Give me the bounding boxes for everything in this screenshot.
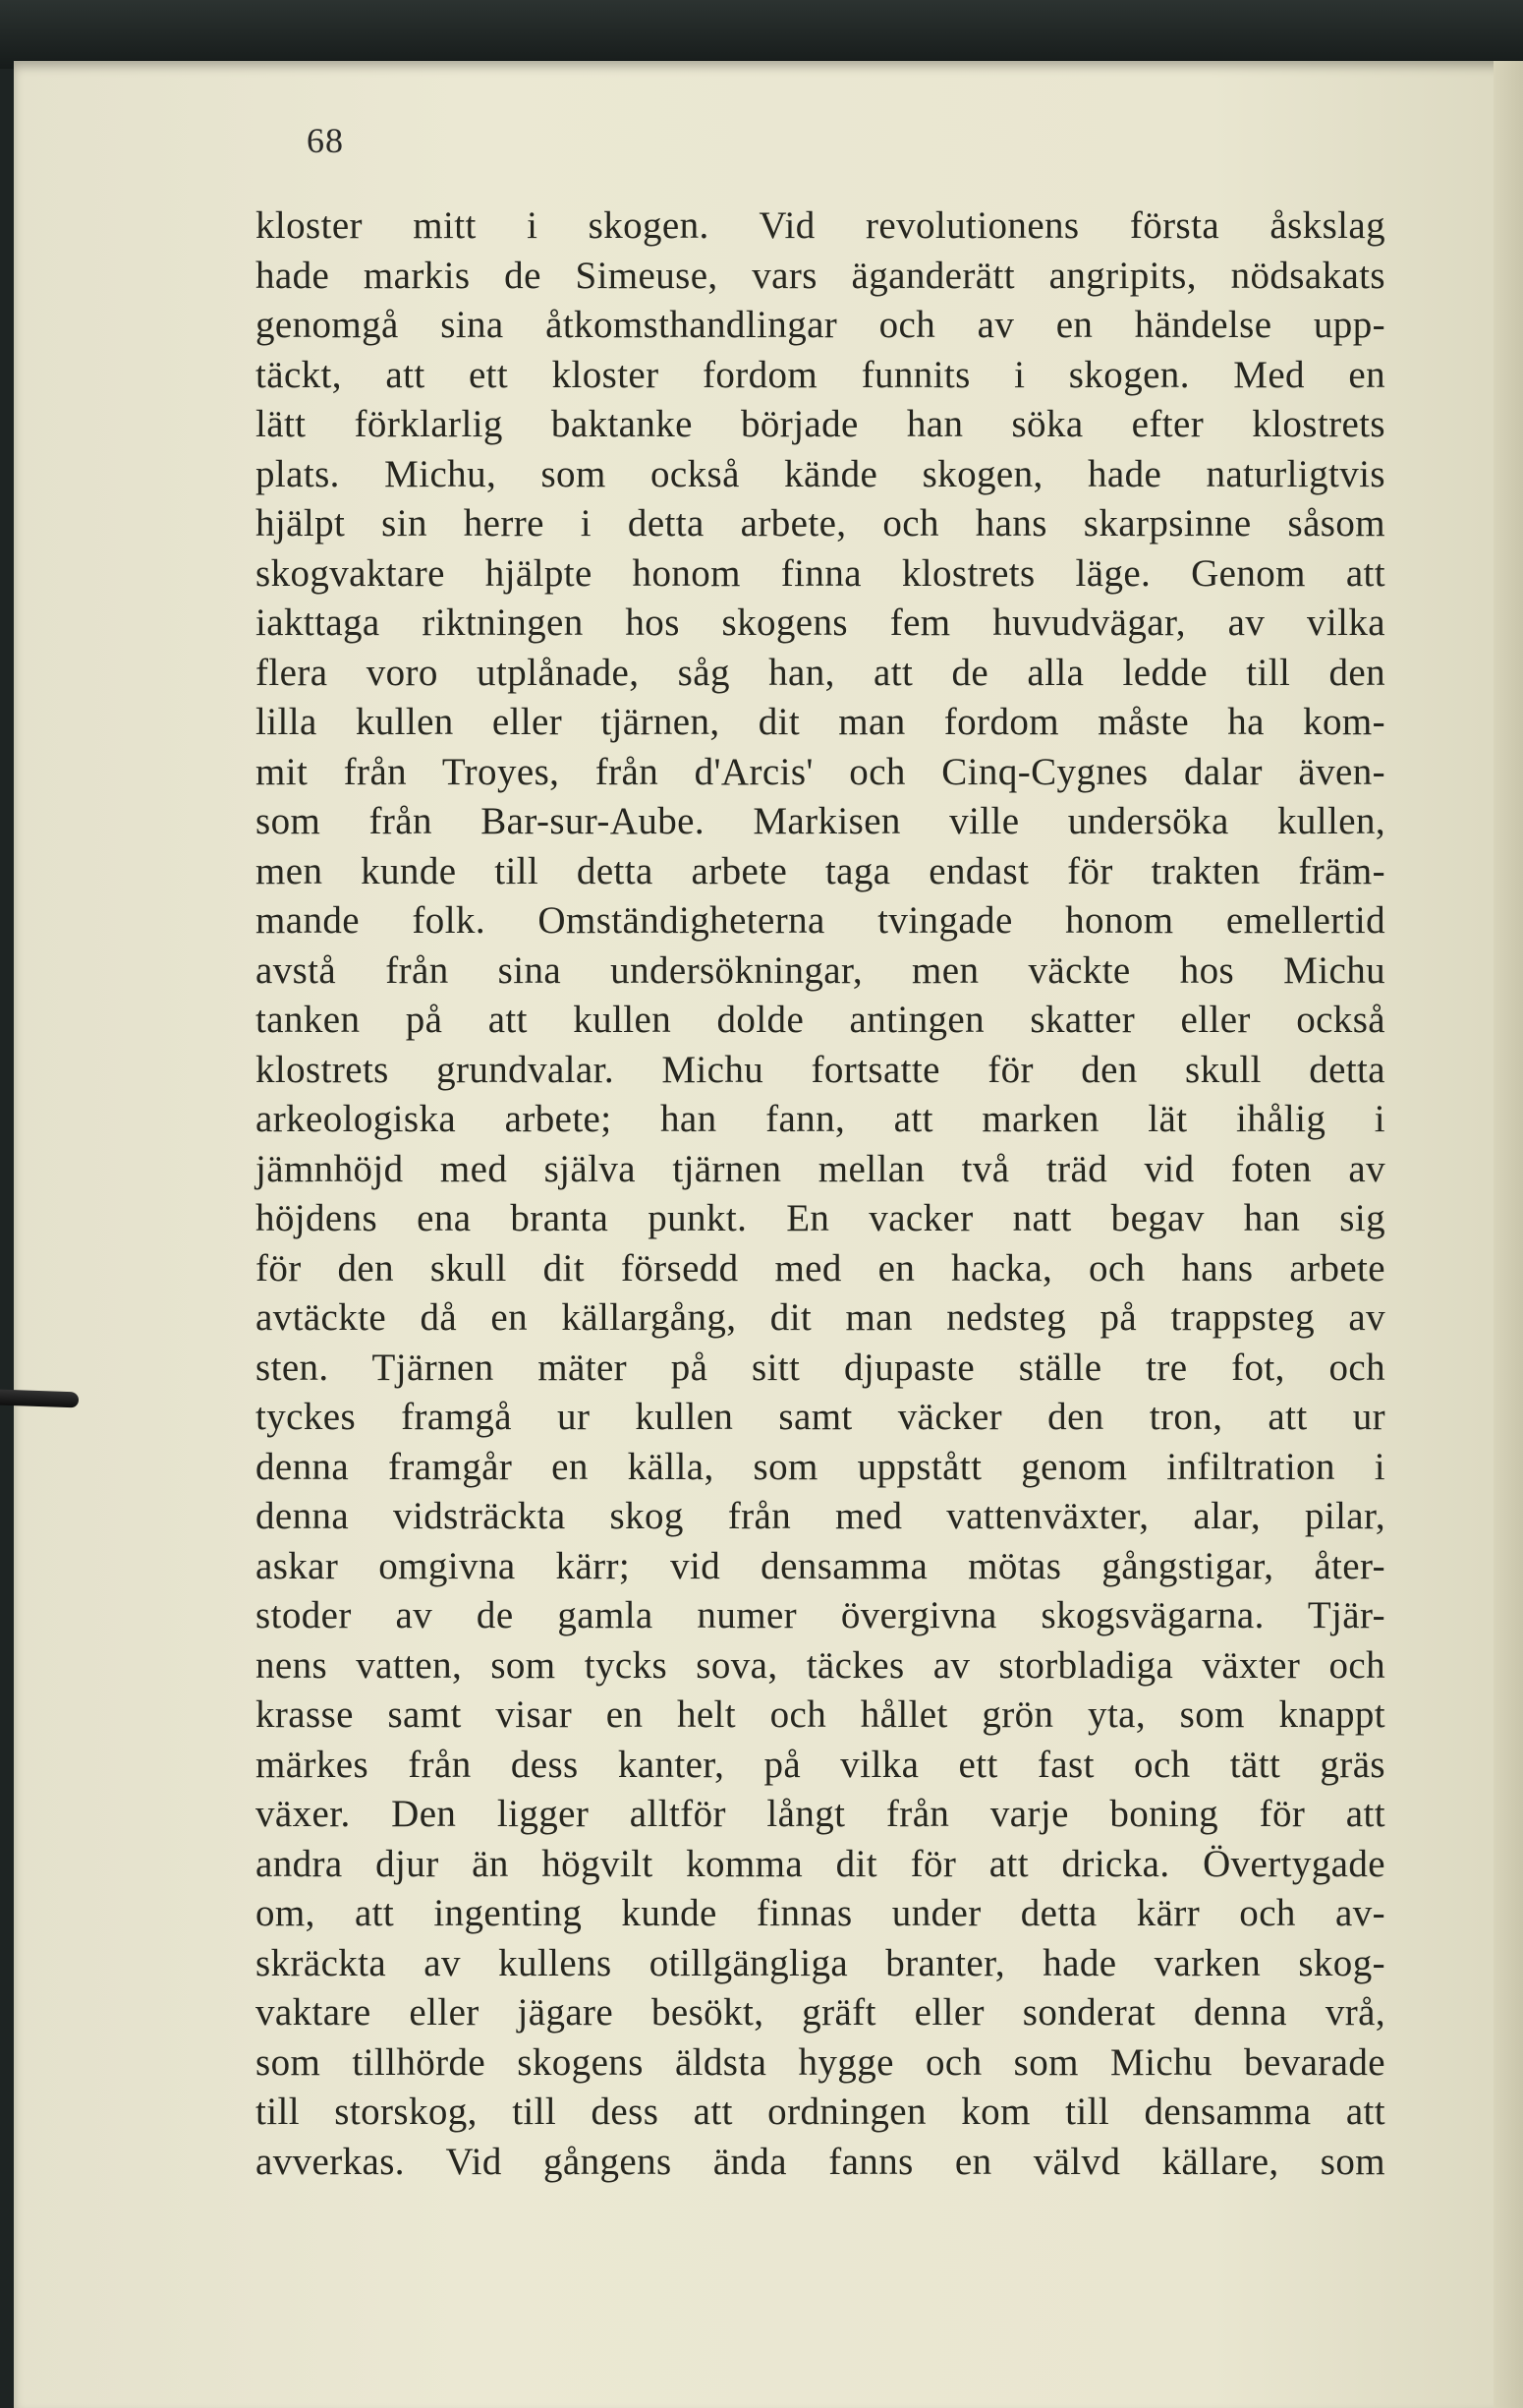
text-line: skräckta av kullens otillgängliga branter, hade varken skog- bbox=[255, 1941, 1385, 1984]
text-line: flera voro utplånade, såg han, att de alla ledde till den bbox=[255, 651, 1385, 694]
text-line: avstå från sina undersökningar, men väckte hos Michu bbox=[255, 948, 1385, 992]
text-line: hade markis de Simeuse, vars äganderätt angripits, nödsakats bbox=[255, 254, 1385, 297]
text-line: arkeologiska arbete; han fann, att marken lät ihålig i bbox=[255, 1098, 1385, 1140]
text-line: om, att ingenting kunde finnas under detta kärr och av- bbox=[255, 1892, 1385, 1934]
book-top-edge bbox=[0, 0, 1523, 69]
bookmark-ribbon bbox=[0, 1390, 79, 1408]
text-line: mande folk. Omständigheterna tvingade honom emellertid bbox=[255, 899, 1385, 942]
page-number: 68 bbox=[307, 121, 344, 160]
text-line: iakttaga riktningen hos skogens fem huvudvägar, av vilka bbox=[255, 602, 1385, 644]
text-line: tyckes framgå ur kullen samt väcker den tron, att ur bbox=[255, 1396, 1385, 1438]
text-line: denna vidsträckta skog från med vattenväxter, alar, pilar, bbox=[255, 1495, 1385, 1537]
text-line: genomgå sina åtkomsthandlingar och av en händelse upp- bbox=[255, 304, 1385, 346]
text-line: men kunde till detta arbete taga endast för trakten främ- bbox=[255, 849, 1385, 892]
text-line: skogvaktare hjälpte honom finna klostrets läge. Genom att bbox=[255, 551, 1385, 595]
text-line: växer. Den ligger alltför långt från varje boning för att bbox=[255, 1793, 1385, 1835]
text-line: askar omgivna kärr; vid densamma mötas gångstigar, åter- bbox=[255, 1544, 1385, 1587]
text-line: lilla kullen eller tjärnen, dit man fordom måste ha kom- bbox=[255, 701, 1385, 743]
text-line: stoder av de gamla numer övergivna skogsvägarna. Tjär- bbox=[255, 1594, 1385, 1636]
text-line: klostrets grundvalar. Michu fortsatte för den skull detta bbox=[255, 1048, 1385, 1091]
text-line: till storskog, till dess att ordningen kom till densamma att bbox=[255, 2091, 1385, 2133]
text-line: märkes från dess kanter, på vilka ett fast och tätt gräs bbox=[255, 1743, 1385, 1786]
text-line: sten. Tjärnen mäter på sitt djupaste ställe tre fot, och bbox=[255, 1346, 1385, 1389]
text-line: jämnhöjd med själva tjärnen mellan två träd vid foten av bbox=[255, 1147, 1385, 1190]
text-line: höjdens ena branta punkt. En vacker natt begav han sig bbox=[255, 1197, 1385, 1239]
text-line: täckt, att ett kloster fordom funnits i skogen. Med en bbox=[255, 353, 1385, 396]
text-line: vaktare eller jägare besökt, gräft eller sonderat denna vrå, bbox=[255, 1991, 1385, 2034]
text-line: mit från Troyes, från d'Arcis' och Cinq-Cygnes dalar även- bbox=[255, 750, 1385, 793]
text-line: nens vatten, som tycks sova, täckes av storbladiga växter och bbox=[255, 1643, 1385, 1687]
text-line: tanken på att kullen dolde antingen skatter eller också bbox=[255, 999, 1385, 1041]
text-line: andra djur än högvilt komma dit för att dricka. Övertygade bbox=[255, 1842, 1385, 1885]
text-line: som tillhörde skogens äldsta hygge och som Michu bevarade bbox=[255, 2040, 1385, 2084]
page-right-edge bbox=[1494, 61, 1523, 2408]
text-line: avtäckte då en källargång, dit man nedsteg på trappsteg av bbox=[255, 1296, 1385, 1339]
body-text bbox=[255, 201, 1385, 2187]
text-line: för den skull dit försedd med en hacka, och hans arbete bbox=[255, 1246, 1385, 1290]
text-line: plats. Michu, som också kände skogen, hade naturligtvis bbox=[255, 452, 1385, 495]
text-line: som från Bar-sur-Aube. Markisen ville undersöka kullen, bbox=[255, 800, 1385, 842]
text-line: avverkas. Vid gångens ända fanns en välvd källare, som bbox=[255, 2140, 1385, 2183]
text-line: kloster mitt i skogen. Vid revolutionens första åskslag bbox=[255, 204, 1385, 247]
text-line: krasse samt visar en helt och hållet grön yta, som knappt bbox=[255, 1693, 1385, 1736]
text-line: denna framgår en källa, som uppstått genom infiltration i bbox=[255, 1445, 1385, 1488]
text-line: lätt förklarlig baktanke började han söka efter klostrets bbox=[255, 403, 1385, 445]
text-line: hjälpt sin herre i detta arbete, och hans skarpsinne såsom bbox=[255, 502, 1385, 545]
